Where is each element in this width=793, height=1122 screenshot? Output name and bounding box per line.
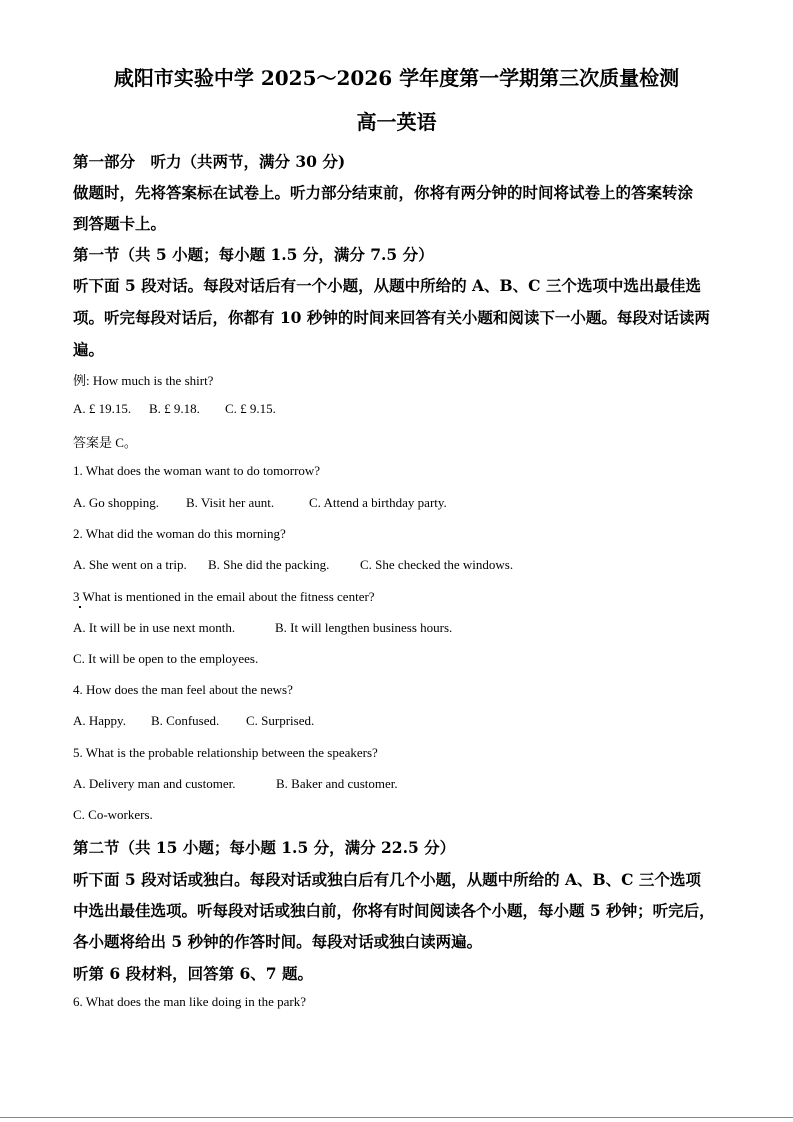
question-6: 6. What does the man like doing in the park? xyxy=(73,994,306,1009)
q1-option-b: B. Visit her aunt. xyxy=(186,495,275,510)
section2-instruction-line1: 听下面 5 段对话或独白。每段对话或独白后有几个小题，从题中所给的 A、B、C 三个选项 xyxy=(73,870,701,889)
question-5: 5. What is the probable relationship between the speakers? xyxy=(73,745,378,760)
q2-option-c: C. She checked the windows. xyxy=(360,557,514,572)
page-bottom-divider xyxy=(0,1117,793,1118)
q5-option-c: C. Co-workers. xyxy=(73,807,153,822)
question-1-options xyxy=(73,495,447,511)
q1-option-a: A. Go shopping. xyxy=(73,495,159,510)
part1-instruction-line1: 做题时，先将答案标在试卷上。听力部分结束前，你将有两分钟的时间将试卷上的答案转涂 xyxy=(73,183,694,202)
example-option-b: B. £ 9.18. xyxy=(149,401,200,416)
section2-instruction-line2: 中选出最佳选项。听每段对话或独白前，你将有时间阅读各个小题，每小题 5 秒钟；听完后， xyxy=(73,901,715,920)
section1-heading: 第一节（共 5 小题；每小题 1.5 分，满分 7.5 分） xyxy=(73,245,434,264)
section1-instruction-line3: 遍。 xyxy=(73,340,105,359)
section1-instruction-line1: 听下面 5 段对话。每段对话后有一个小题，从题中所给的 A、B、C 三个选项中选出最佳选 xyxy=(73,276,701,295)
question-2-options xyxy=(73,557,513,573)
q3-option-b: B. It will lengthen business hours. xyxy=(275,620,453,635)
part1-heading: 第一部分 听力（共两节，满分 30 分) xyxy=(73,152,346,171)
q4-option-b: B. Confused. xyxy=(151,713,220,728)
q5-option-a: A. Delivery man and customer. xyxy=(73,776,236,791)
example-option-c: C. £ 9.15. xyxy=(225,401,276,416)
question-3-options-row1 xyxy=(73,620,452,636)
q2-option-a: A. She went on a trip. xyxy=(73,557,187,572)
exam-subject: 高一英语 xyxy=(356,110,437,134)
example-option-a: A. £ 19.15. xyxy=(73,401,132,416)
q3-option-c: C. It will be open to the employees. xyxy=(73,651,259,666)
question-1: 1. What does the woman want to do tomorrow? xyxy=(73,463,321,478)
part1-instruction-line2: 到答题卡上。 xyxy=(73,214,167,233)
question-4: 4. How does the man feel about the news? xyxy=(73,682,293,697)
q5-option-b: B. Baker and customer. xyxy=(276,776,398,791)
example-answer: 答案是 C。 xyxy=(73,435,137,450)
question-5-options-row1 xyxy=(73,776,398,792)
example-question: 例: How much is the shirt? xyxy=(73,373,214,388)
q4-option-c: C. Surprised. xyxy=(246,713,315,728)
question-2: 2. What did the woman do this morning? xyxy=(73,526,286,541)
section1-instruction-line2: 项。听完每段对话后，你都有 10 秒钟的时间来回答有关小题和阅读下一小题。每段对话读两 xyxy=(73,308,710,327)
question-4-options xyxy=(73,713,314,729)
exam-title: 咸阳市实验中学 2025～2026 学年度第一学期第三次质量检测 xyxy=(113,66,680,90)
q3-option-a: A. It will be in use next month. xyxy=(73,620,236,635)
q1-option-c: C. Attend a birthday party. xyxy=(309,495,447,510)
example-options xyxy=(73,401,276,417)
q2-option-b: B. She did the packing. xyxy=(208,557,330,572)
material-6-heading: 听第 6 段材料，回答第 6、7 题。 xyxy=(73,964,313,983)
section2-heading: 第二节（共 15 小题；每小题 1.5 分，满分 22.5 分） xyxy=(73,838,456,857)
question-3: 3 What is mentioned in the email about the fitness center? xyxy=(73,589,375,604)
stray-dot xyxy=(79,606,81,608)
section2-instruction-line3: 各小题将给出 5 秒钟的作答时间。每段对话或独白读两遍。 xyxy=(73,932,483,951)
q4-option-a: A. Happy. xyxy=(73,713,126,728)
